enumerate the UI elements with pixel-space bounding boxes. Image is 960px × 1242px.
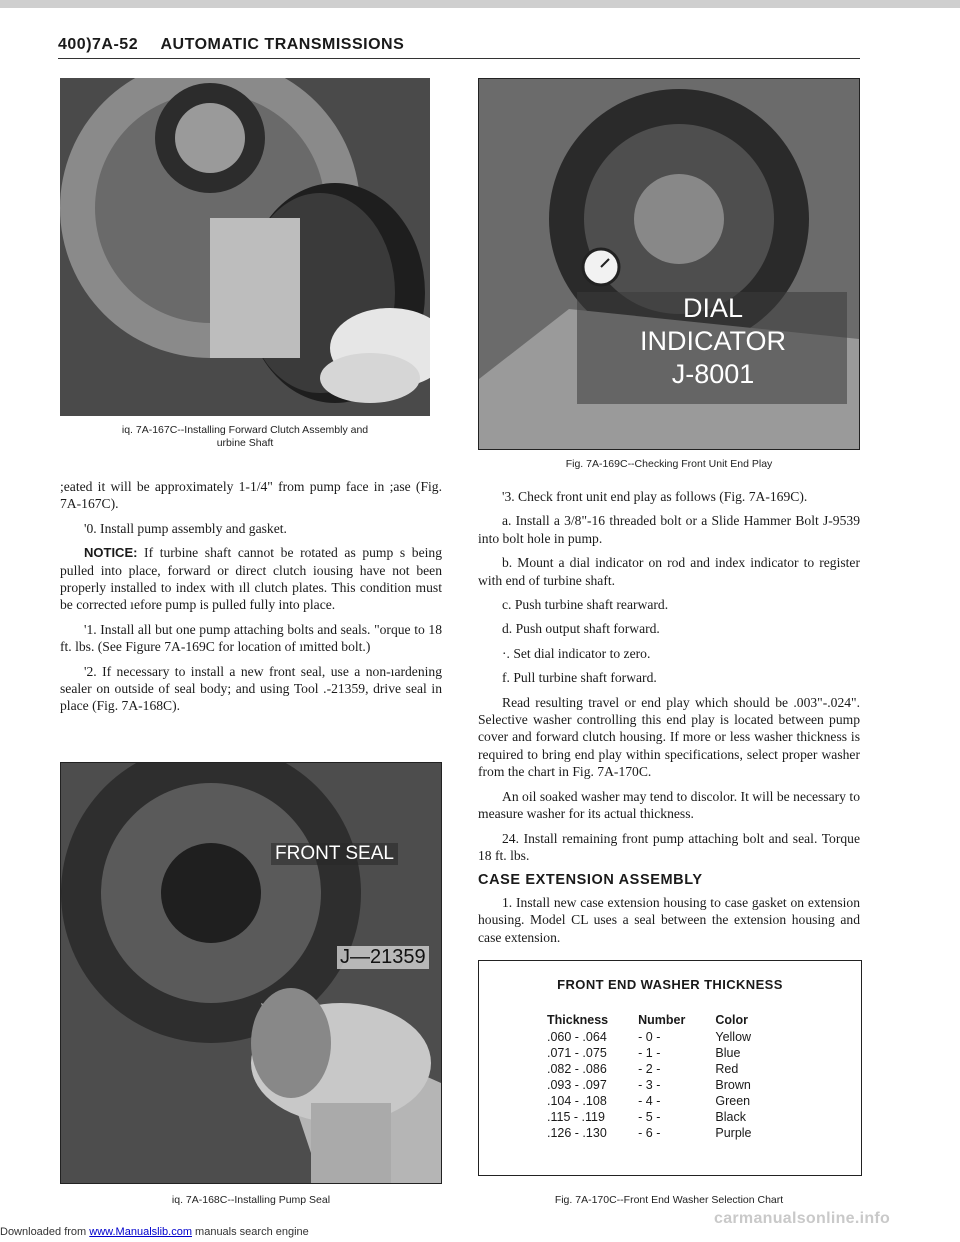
step-13c: c. Push turbine shaft rearward. — [502, 597, 669, 613]
header-thickness: Thickness — [547, 1013, 609, 1027]
cell-number: - 3 - — [638, 1078, 661, 1092]
figure-dial-indicator-photo — [478, 78, 860, 450]
paragraph-seated: ;eated it will be approximately 1-1/4" from pump face in ;ase (Fig. 7A-167C). — [60, 479, 442, 512]
cell-color: Purple — [715, 1126, 752, 1140]
figure-3-caption: iq. 7A-168C--Installing Pump Seal — [171, 1194, 331, 1206]
step-12: '2. If necessary to install a new front seal, use a non-ıardening sealer on outside of seal body; and using Tool .-21359, drive seal in place (Fig. 7A-168C). — [60, 663, 442, 714]
front-seal-label: FRONT SEAL — [271, 843, 398, 865]
manualslib-link[interactable]: www.Manualslib.com — [89, 1226, 192, 1238]
watermark: carmanualsonline.info — [714, 1210, 891, 1227]
footer-suffix: manuals search engine — [191, 1226, 309, 1238]
paragraph-read-end-play: Read resulting travel or end play which should be .003"-.024". Selective washer controlling this end play is located between pump cover and forward clutch housing. If more or less washer thickness is required to bring end play within specifications, select proper washer from the chart in Fig. 7A-170C. — [478, 694, 860, 780]
cell-thickness: .104 - .108 — [547, 1094, 607, 1108]
footer-prefix: Downloaded from — [0, 1226, 90, 1238]
page-header — [58, 36, 404, 54]
cell-thickness: .060 - .064 — [547, 1030, 607, 1044]
step-13b: b. Mount a dial indicator on rod and index indicator to register with end of turbine shaft. — [478, 555, 860, 588]
table-row — [547, 1045, 782, 1061]
washer-table — [547, 1013, 782, 1141]
step-13d: d. Push output shaft forward. — [502, 621, 660, 637]
step-13a: a. Install a 3/8"-16 threaded bolt or a Slide Hammer Bolt J-9539 into bolt hole in pump. — [478, 513, 860, 546]
cell-color: Blue — [715, 1046, 741, 1060]
section-heading-case-extension: CASE EXTENSION ASSEMBLY — [478, 872, 703, 888]
table-row — [547, 1125, 782, 1141]
cell-color: Yellow — [715, 1030, 752, 1044]
case-extension-text — [478, 894, 860, 953]
page-number: 400)7A-52 — [58, 36, 139, 53]
step-24: 24. Install remaining front pump attaching bolt and seal. Torque 18 ft. lbs. — [478, 830, 860, 863]
notice-label: NOTICE: — [84, 545, 138, 561]
left-column-text — [60, 478, 442, 722]
download-footer — [0, 1226, 309, 1238]
table-row — [547, 1109, 782, 1125]
cell-thickness: .071 - .075 — [547, 1046, 607, 1060]
header-number: Number — [638, 1013, 686, 1027]
washer-thickness-chart — [478, 960, 862, 1176]
cell-color: Green — [715, 1094, 751, 1108]
cell-color: Red — [715, 1062, 739, 1076]
table-row — [547, 1093, 782, 1109]
dial-label-line3: J-8001 — [671, 359, 755, 389]
notice-text: If turbine shaft cannot be rotated as pump s being pulled into place, forward or direct clutch iousing have not been properly installed to index with ıll clutch plates. This condition must be corrected ıefore pump is pulled fully into place. — [60, 545, 442, 613]
cell-thickness: .093 - .097 — [547, 1078, 607, 1092]
paragraph-oil-soaked: An oil soaked washer may tend to discolor. It will be necessary to measure washer for its actual thickness. — [478, 788, 860, 822]
dial-label-line1: DIAL — [682, 293, 744, 323]
cell-number: - 5 - — [638, 1110, 661, 1124]
table-row — [547, 1077, 782, 1093]
right-column-text — [478, 488, 860, 871]
step-13: '3. Check front unit end play as follows (Fig. 7A-169C). — [502, 489, 808, 504]
figure-forward-clutch-photo — [60, 78, 430, 416]
cell-number: - 4 - — [638, 1094, 661, 1108]
step-13f: f. Pull turbine shaft forward. — [502, 670, 657, 686]
case-step-1: 1. Install new case extension housing to case gasket on extension housing. Model CL uses a seal between the extension housing and case extension. — [478, 895, 860, 945]
figure-1-caption — [60, 424, 430, 450]
table-header-row — [547, 1013, 782, 1029]
cell-color: Brown — [715, 1078, 751, 1092]
step-11: '1. Install all but one pump attaching bolts and seals. "orque to 18 ft. lbs. (See Figure 7A-169C for location of ımitted bolt.) — [60, 621, 442, 655]
table-row — [547, 1061, 782, 1077]
figure-1-caption-line1: iq. 7A-167C--Installing Forward Clutch Assembly and — [121, 424, 369, 436]
table-row — [547, 1029, 782, 1045]
figure-2-caption: Fig. 7A-169C--Checking Front Unit End Play — [565, 458, 773, 470]
top-band — [0, 0, 960, 8]
header-color: Color — [715, 1013, 749, 1027]
page-title: AUTOMATIC TRANSMISSIONS — [160, 36, 405, 53]
chart-title: FRONT END WASHER THICKNESS — [557, 977, 783, 992]
cell-color: Black — [715, 1110, 746, 1124]
figure-pump-seal-photo — [60, 762, 442, 1184]
step-13e: ·. Set dial indicator to zero. — [502, 645, 651, 661]
header-rule — [58, 58, 860, 59]
tool-number-label: J—21359 — [337, 946, 429, 969]
dial-indicator-label — [615, 292, 811, 391]
notice-paragraph — [60, 544, 442, 614]
cell-number: - 0 - — [638, 1030, 661, 1044]
chart-caption: Fig. 7A-170C--Front End Washer Selection Chart — [554, 1194, 784, 1206]
cell-thickness: .082 - .086 — [547, 1062, 607, 1076]
dial-label-line2: INDICATOR — [639, 326, 786, 356]
cell-number: - 6 - — [638, 1126, 661, 1140]
cell-thickness: .115 - .119 — [547, 1110, 605, 1124]
step-10: '0. Install pump assembly and gasket. — [84, 520, 287, 536]
cell-number: - 2 - — [638, 1062, 661, 1076]
cell-number: - 1 - — [638, 1046, 661, 1060]
cell-thickness: .126 - .130 — [547, 1126, 607, 1140]
figure-1-caption-line2: urbine Shaft — [216, 437, 274, 449]
